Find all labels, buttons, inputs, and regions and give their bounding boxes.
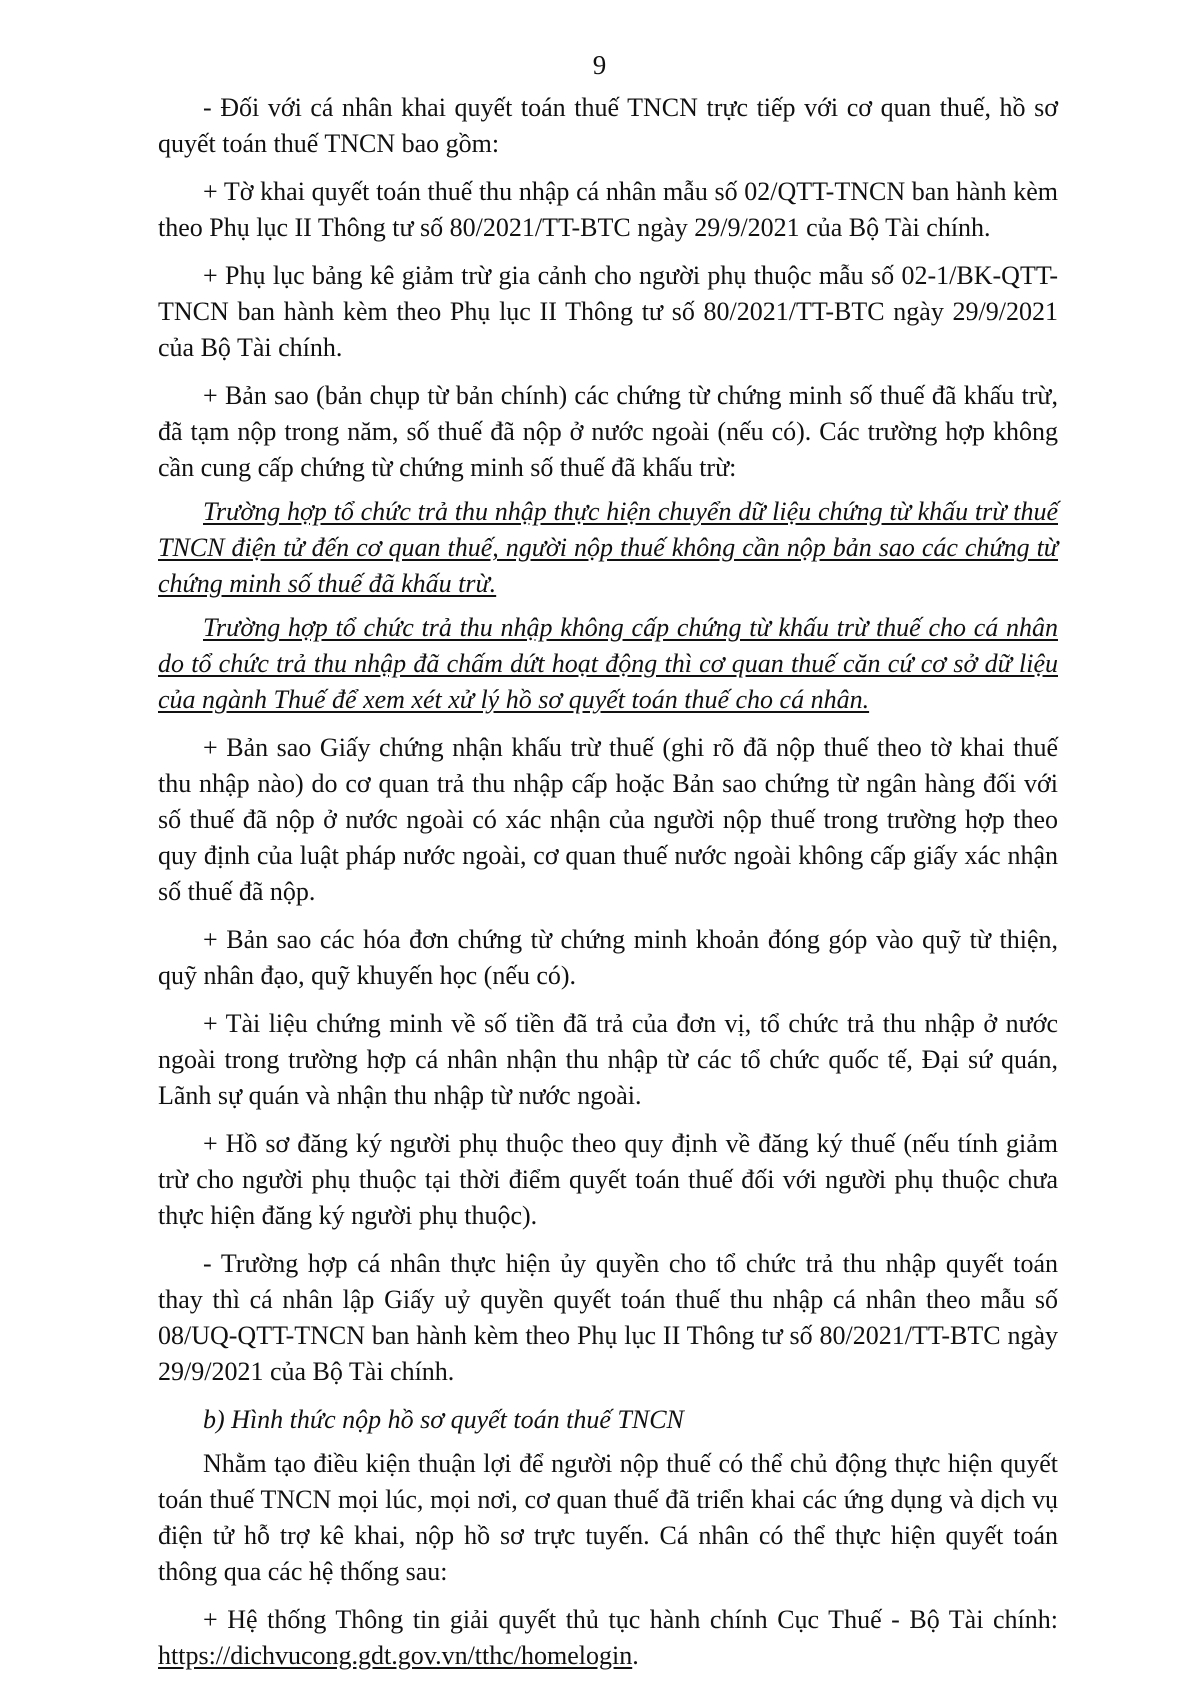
paragraph-authorization: - Trường hợp cá nhân thực hiện ủy quyền cho tổ chức trả thu nhập quyết toán thay thì cá nhân lập Giấy uỷ quyền quyết toán thuế thu nhập cá nhân theo mẫu số 08/UQ-QTT-TNCN ban hành kèm theo Phụ lục II Thông tư số 80/2021/TT-BTC ngày 29/9/2021 của Bộ Tài chính. <box>158 1249 1058 1386</box>
paragraph-system <box>158 1602 1058 1674</box>
document-body <box>158 90 1058 1686</box>
paragraph-dependents: + Hồ sơ đăng ký người phụ thuộc theo quy định về đăng ký thuế (nếu tính giảm trừ cho người phụ thuộc tại thời điểm quyết toán thuế đối với người phụ thuộc chưa thực hiện đăng ký người phụ thuộc). <box>158 1129 1058 1230</box>
homelogin-link[interactable]: https://dichvucong.gdt.gov.vn/tthc/homelogin <box>158 1641 633 1670</box>
paragraph-case-terminated: Trường hợp tổ chức trả thu nhập không cấp chứng từ khấu trừ thuế cho cá nhân do tổ chức trả thu nhập đã chấm dứt hoạt động thì cơ quan thuế căn cứ cơ sở dữ liệu của ngành Thuế để xem xét xử lý hồ sơ quyết toán thuế cho cá nhân. <box>158 613 1058 714</box>
paragraph-invoices: + Bản sao các hóa đơn chứng từ chứng minh khoản đóng góp vào quỹ từ thiện, quỹ nhân đạo, quỹ khuyến học (nếu có). <box>158 925 1058 990</box>
paragraph-online: Nhằm tạo điều kiện thuận lợi để người nộp thuế có thể chủ động thực hiện quyết toán thuế TNCN mọi lúc, mọi nơi, cơ quan thuế đã triển khai các ứng dụng và dịch vụ điện tử hỗ trợ kê khai, nộp hồ sơ trực tuyến. Cá nhân có thể thực hiện quyết toán thông qua các hệ thống sau: <box>158 1449 1058 1586</box>
paragraph-documents: + Tài liệu chứng minh về số tiền đã trả của đơn vị, tổ chức trả thu nhập ở nước ngoài trong trường hợp cá nhân nhận thu nhập từ các tổ chức quốc tế, Đại sứ quán, Lãnh sự quán và nhận thu nhập từ nước ngoài. <box>158 1009 1058 1110</box>
paragraph-certificate: + Bản sao Giấy chứng nhận khấu trừ thuế (ghi rõ đã nộp thuế theo tờ khai thuế thu nhập nào) do cơ quan trả thu nhập cấp hoặc Bản sao chứng từ ngân hàng đối với số thuế đã nộp ở nước ngoài có xác nhận của người nộp thuế trong trường hợp theo quy định của luật pháp nước ngoài, cơ quan thuế nước ngoài không cấp giấy xác nhận số thuế đã nộp. <box>158 733 1058 906</box>
paragraph-form-02: + Tờ khai quyết toán thuế thu nhập cá nhân mẫu số 02/QTT-TNCN ban hành kèm theo Phụ lục II Thông tư số 80/2021/TT-BTC ngày 29/9/2021 của Bộ Tài chính. <box>158 177 1058 242</box>
paragraph-appendix-02-1: + Phụ lục bảng kê giảm trừ gia cảnh cho người phụ thuộc mẫu số 02-1/BK-QTT-TNCN ban hành kèm theo Phụ lục II Thông tư số 80/2021/TT-BTC ngày 29/9/2021 của Bộ Tài chính. <box>158 261 1058 362</box>
paragraph-case-electronic: Trường hợp tổ chức trả thu nhập thực hiện chuyển dữ liệu chứng từ khấu trừ thuế TNCN điện tử đến cơ quan thuế, người nộp thuế không cần nộp bản sao các chứng từ chứng minh số thuế đã khấu trừ. <box>158 497 1058 598</box>
paragraph-copies: + Bản sao (bản chụp từ bản chính) các chứng từ chứng minh số thuế đã khấu trừ, đã tạm nộp trong năm, số thuế đã nộp ở nước ngoài (nếu có). Các trường hợp không cần cung cấp chứng từ chứng minh số thuế đã khấu trừ: <box>158 381 1058 482</box>
section-heading-b: b) Hình thức nộp hồ sơ quyết toán thuế TNCN <box>203 1405 684 1434</box>
trailing-period: . <box>632 1641 639 1670</box>
system-text: + Hệ thống Thông tin giải quyết thủ tục hành chính Cục Thuế - Bộ Tài chính: <box>203 1605 1058 1634</box>
paragraph-intro: - Đối với cá nhân khai quyết toán thuế TNCN trực tiếp với cơ quan thuế, hồ sơ quyết toán thuế TNCN bao gồm: <box>158 93 1058 158</box>
page-number: 9 <box>592 50 607 80</box>
